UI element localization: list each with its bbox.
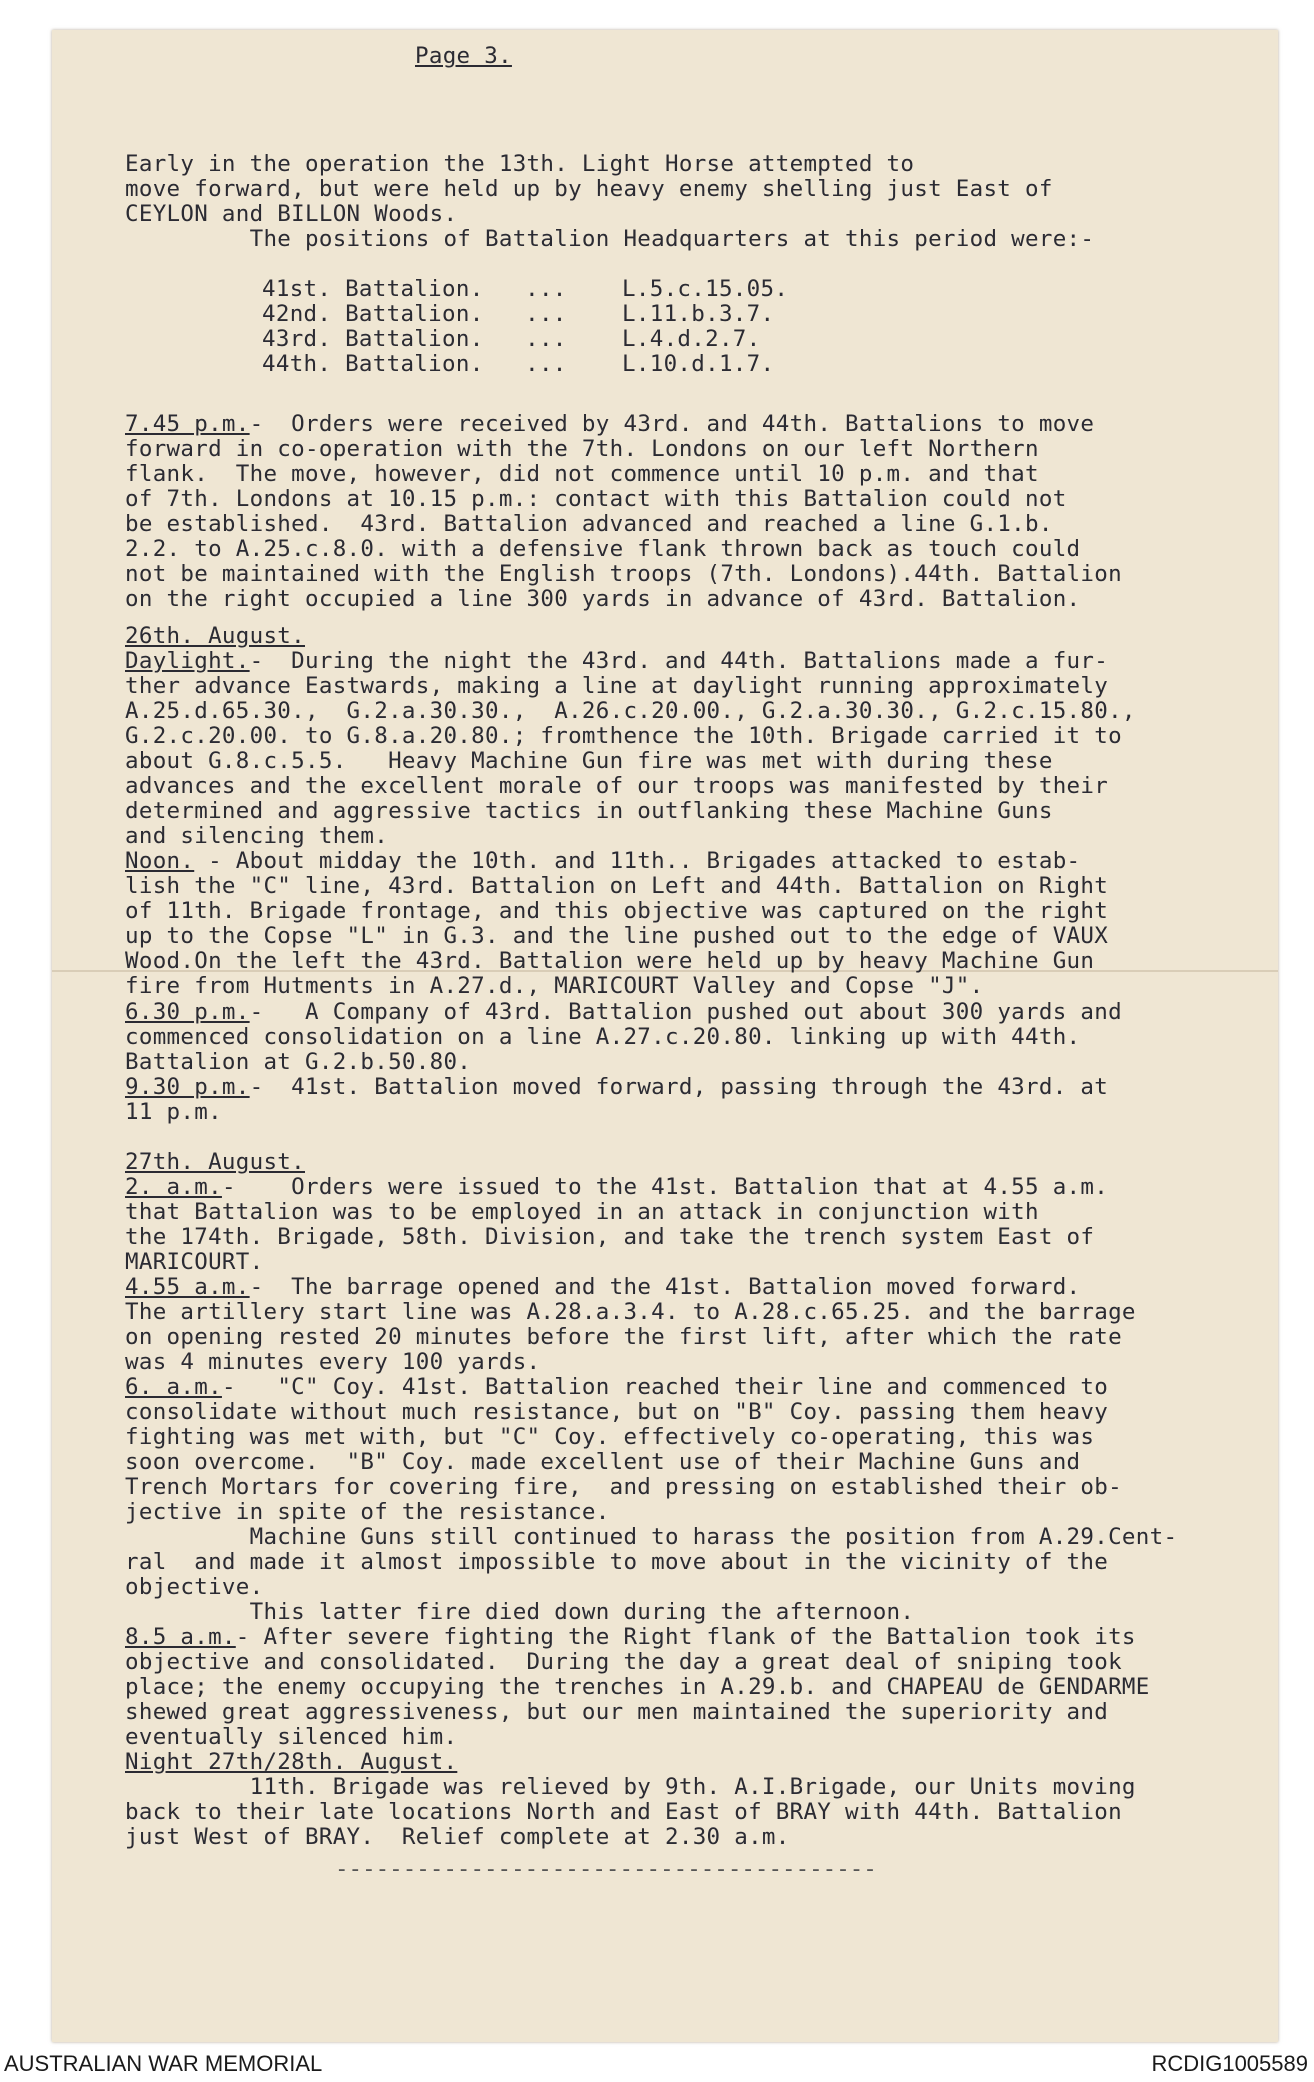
hq-location: L.10.d.1.7. — [622, 351, 775, 377]
hq-row — [262, 277, 788, 302]
entry-time: 4.55 a.m. — [125, 1274, 250, 1300]
entry-time: 2. a.m. — [125, 1174, 222, 1200]
entry-time: 6.30 p.m. — [125, 999, 250, 1025]
entry-2am — [125, 1175, 1108, 1275]
entry-text: - Orders were issued to the 41st. Battalion that at 4.55 a.m. that Battalion was to be employed in an attack in conjunction with the 174th. Brigade, 58th. Division, and take the trench system East of MARICOURT. — [125, 1174, 1109, 1275]
hq-location: L.4.d.2.7. — [622, 326, 761, 352]
night-heading: Night 27th/28th. August. — [125, 1749, 458, 1775]
hq-row — [262, 327, 761, 352]
entry-time: Noon. — [125, 848, 195, 874]
hq-unit: 44th. Battalion. — [262, 351, 484, 377]
entry-text: - During the night the 43rd. and 44th. Battalions made a fur- ther advance Eastwards, making a line at daylight running approximately A.25.d.65.30., G.2.a.30.30., A.26.c.20.00., G.2.a.30.30., G.2.c.15.80., G.2.c.20.00. to G.8.a.20.80.; fromthence the 10th. Brigade carried it to about G.8.c.5.5. Heavy Machine Gun fire was met with during these advances and the excellent morale of our troops was manifested by their determined and aggressive tactics in outflanking these Machine Guns and silencing them. — [125, 648, 1136, 849]
entry-noon — [125, 849, 1108, 999]
hq-separator: ... — [525, 326, 567, 352]
entry-85am — [125, 1625, 1150, 1750]
entry-text: - A Company of 43rd. Battalion pushed out about 300 yards and commenced consolidation on a line A.27.c.20.80. linking up with 44th. Battalion at G.2.b.50.80. — [125, 999, 1122, 1075]
hq-separator: ... — [525, 301, 567, 327]
hq-location: L.5.c.15.05. — [622, 276, 789, 302]
separator-line: ---------------------------------------- — [335, 1856, 877, 1882]
entry-930pm — [125, 1075, 1108, 1125]
entry-daylight — [125, 649, 1136, 849]
entry-455am — [125, 1275, 1136, 1375]
hq-unit: 43rd. Battalion. — [262, 326, 484, 352]
hq-separator: ... — [525, 276, 567, 302]
hq-row — [262, 302, 774, 327]
entry-text: - "C" Coy. 41st. Battalion reached their line and commenced to consolidate without much resistance, but on "B" Coy. passing them heavy fighting was met with, but "C" Coy. effectively co-operating, this was soon overcome. "B" Coy. made excellent use of their Machine Guns and Trench Mortars for covering fire, and pressing on established their ob- jective in spite of the resistance. Machine Guns still continued to harass the position from A.29.Cent- ral and made it almost impossible to move about in the vicinity of the objective. This latter fire died down during the afternoon. — [125, 1374, 1178, 1625]
night-paragraph: 11th. Brigade was relieved by 9th. A.I.Brigade, our Units moving back to their late locations North and East of BRAY with 44th. Battalion just West of BRAY. Relief complete at 2.30 a.m. — [125, 1774, 1136, 1850]
hq-location: L.11.b.3.7. — [622, 301, 775, 327]
entry-time: 7.45 p.m. — [125, 411, 250, 437]
hq-row — [262, 352, 774, 377]
entry-text: - About midday the 10th. and 11th.. Brigades attacked to estab- lish the "C" line, 43rd. Battalion on Left and 44th. Battalion on Right of 11th. Brigade frontage, and this objective was captured on the right up to the Copse "L" in G.3. and the line pushed out to the edge of VAUX Wood.On the left the 43rd. Battalion were held up by heavy Machine Gun fire from Hutments in A.27.d., MARICOURT Valley and Copse "J". — [125, 848, 1109, 999]
entry-745pm — [125, 412, 1122, 612]
entry-time: 8.5 a.m. — [125, 1624, 236, 1650]
hq-separator: ... — [525, 351, 567, 377]
entry-time: 6. a.m. — [125, 1374, 222, 1400]
entry-text: - 41st. Battalion moved forward, passing through the 43rd. at 11 p.m. — [125, 1074, 1109, 1125]
date-heading-27th: 27th. August. — [125, 1149, 305, 1175]
entry-text: - Orders were received by 43rd. and 44th. Battalions to move forward in co-operation with the 7th. Londons on our left Northern flank. The move, however, did not commence until 10 p.m. and that of 7th. Londons at 10.15 p.m.: contact with this Battalion could not be established. 43rd. Battalion advanced and reached a line G.1.b. 2.2. to A.25.c.8.0. with a defensive flank thrown back as touch could not be maintained with the English troops (7th. Londons).44th. Battalion on the right occupied a line 300 yards in advance of 43rd. Battalion. — [125, 411, 1122, 612]
date-heading-26th: 26th. August. — [125, 623, 305, 649]
hq-unit: 41st. Battalion. — [262, 276, 484, 302]
intro-paragraph: Early in the operation the 13th. Light Horse attempted to move forward, but were held up by heavy enemy shelling just East of CEYLON and BILLON Woods. The positions of Battalion Headquarters at this period were:- — [125, 151, 1095, 252]
entry-text: - After severe fighting the Right flank of the Battalion took its objective and consolidated. During the day a great deal of sniping took place; the enemy occupying the trenches in A.29.b. and CHAPEAU de GENDARME shewed great aggressiveness, but our men maintained the superiority and eventually silenced him. — [125, 1624, 1150, 1750]
entry-time: Daylight. — [125, 648, 250, 674]
page-title: Page 3. — [415, 43, 512, 69]
entry-6am — [125, 1375, 1177, 1625]
entry-time: 9.30 p.m. — [125, 1074, 250, 1100]
entry-630pm — [125, 1000, 1122, 1075]
watermark-left: AUSTRALIAN WAR MEMORIAL — [4, 2051, 323, 2076]
hq-unit: 42nd. Battalion. — [262, 301, 484, 327]
watermark-right: RCDIG1005589 — [1151, 2051, 1308, 2076]
entry-text: - The barrage opened and the 41st. Battalion moved forward. The artillery start line was A.28.a.3.4. to A.28.c.65.25. and the barrage on opening rested 20 minutes before the first lift, after which the rate was 4 minutes every 100 yards. — [125, 1274, 1136, 1375]
